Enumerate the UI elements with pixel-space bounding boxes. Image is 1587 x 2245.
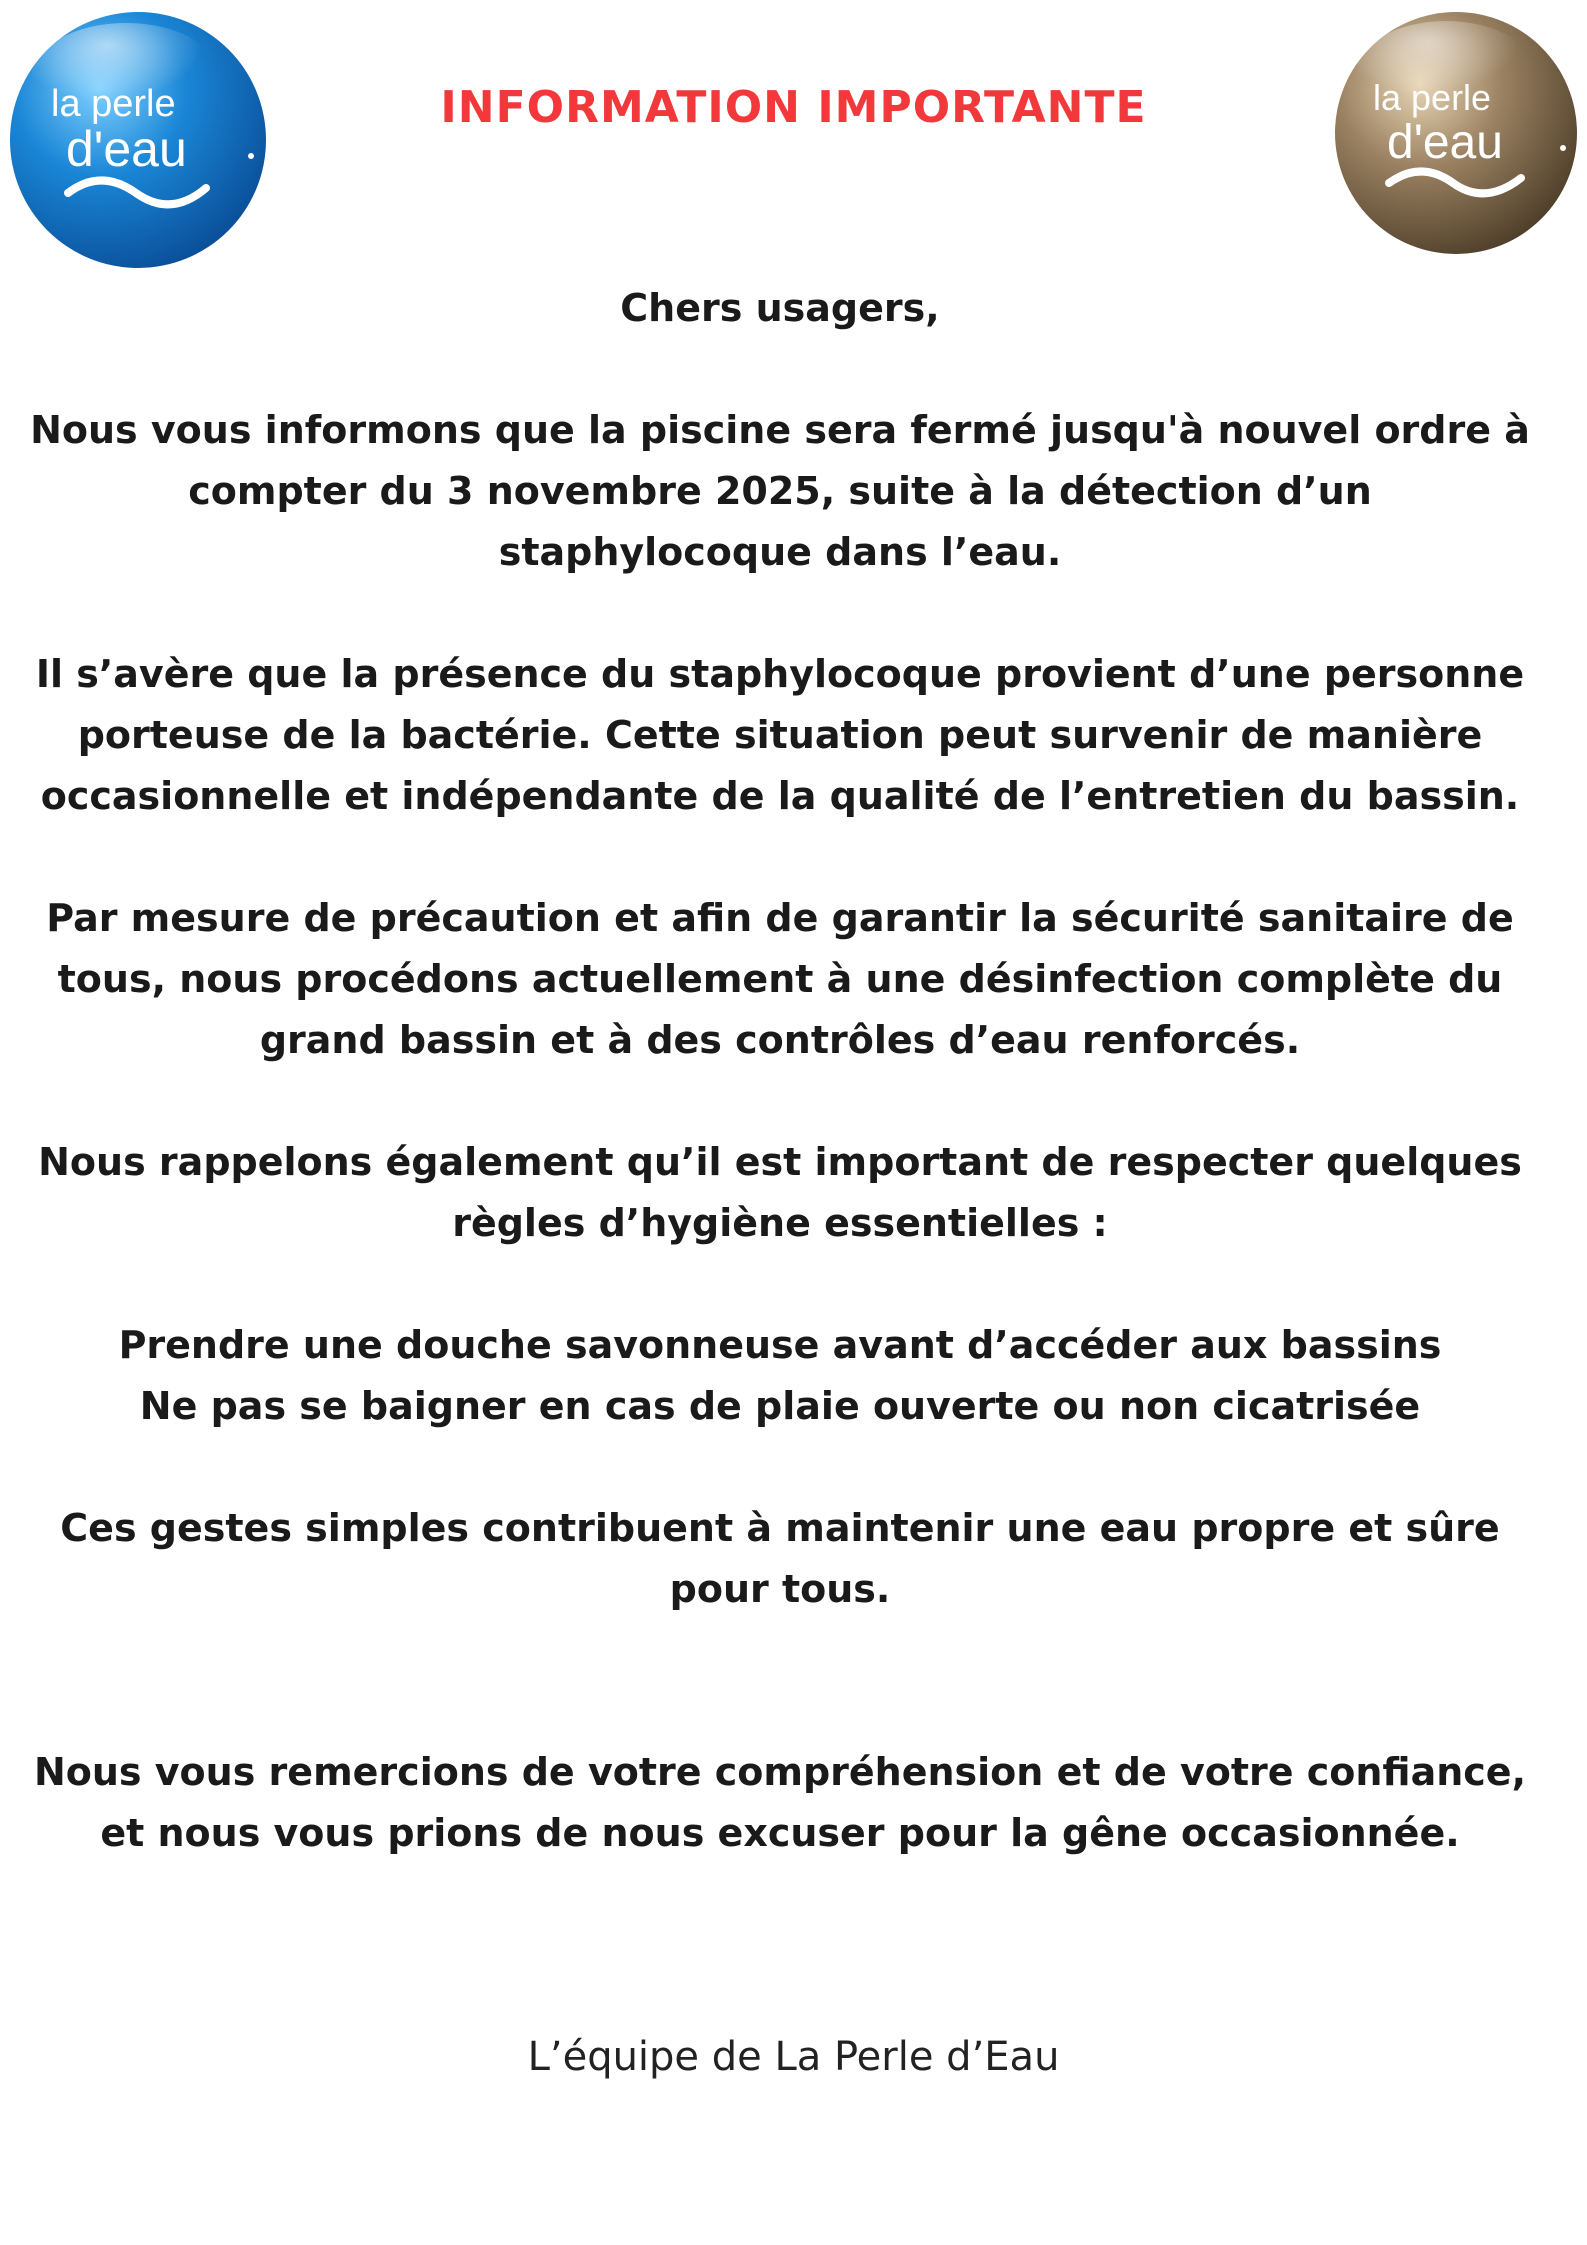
- closing-apology: et nous vous prions de nous excuser pour la gêne occasionnée.: [100, 1811, 1460, 1855]
- page-title: INFORMATION IMPORTANTE: [440, 82, 1147, 133]
- hygiene-rule-shower: Prendre une douche savonneuse avant d’accéder aux bassins: [118, 1323, 1442, 1367]
- greeting: Chers usagers,: [620, 286, 940, 330]
- logo-right-line2: d'eau: [1387, 116, 1503, 169]
- notice-body: [30, 278, 1530, 1864]
- logo-right: [1331, 8, 1581, 258]
- paragraph-cause: Il s’avère que la présence du staphylocoque provient d’une personne porteuse de la bactérie. Cette situation peut survenir de manière occasionnelle et indépendante de la qualité de l’entretien du bassin.: [35, 652, 1525, 818]
- hygiene-rule-wound: Ne pas se baigner en cas de plaie ouverte ou non cicatrisée: [139, 1384, 1421, 1428]
- paragraph-conclusion: Ces gestes simples contribuent à maintenir une eau propre et sûre pour tous.: [60, 1506, 1500, 1611]
- logo-left-line1: la perle: [51, 83, 176, 125]
- closing-thanks: Nous vous remercions de votre compréhension et de votre confiance,: [33, 1750, 1527, 1794]
- perle-deau-logo-bronze: [1331, 8, 1581, 258]
- paragraph-measures: Par mesure de précaution et afin de garantir la sécurité sanitaire de tous, nous procédons actuellement à une désinfection complète du grand bassin et à des contrôles d’eau renforcés.: [46, 896, 1514, 1062]
- paragraph-hygiene-intro: Nous rappelons également qu’il est important de respecter quelques règles d’hygiène essentielles :: [38, 1140, 1522, 1245]
- logo-left: [6, 8, 271, 273]
- signature: L’équipe de La Perle d’Eau: [527, 2034, 1060, 2080]
- perle-deau-logo-blue: [6, 8, 271, 273]
- paragraph-closure: Nous vous informons que la piscine sera fermé jusqu'à nouvel ordre à compter du 3 novembre 2025, suite à la détection d’un staphylocoque dans l’eau.: [30, 408, 1530, 574]
- logo-left-line2: d'eau: [66, 121, 187, 177]
- logo-right-line1: la perle: [1373, 77, 1492, 118]
